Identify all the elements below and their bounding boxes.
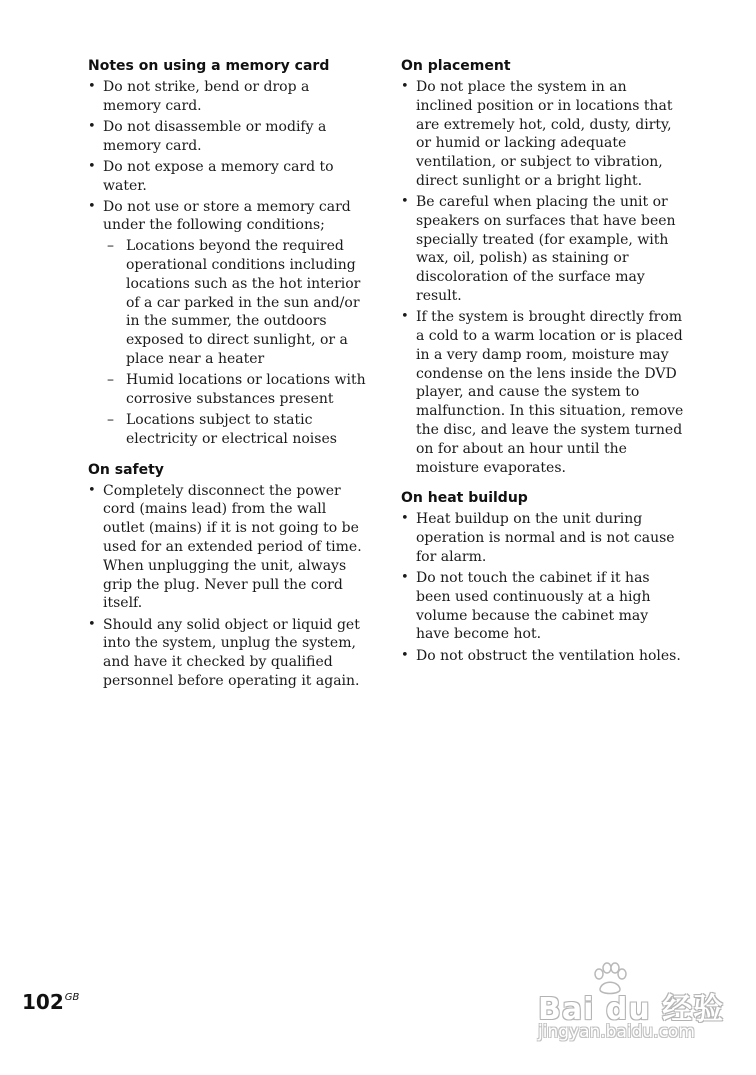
section-heading: Notes on using a memory card [88, 58, 330, 74]
bullet-icon: • [401, 79, 409, 94]
bullet-list [88, 78, 370, 449]
watermark-url: jingyan.baidu.com [538, 1022, 695, 1042]
section-heading: On placement [401, 58, 511, 74]
page-number [22, 990, 79, 1014]
list-item: • Be careful when placing the unit or speakers on surfaces that have been specially treated (for example, with wax, oil, polish) as staining or discoloration of the surface may result. [401, 194, 676, 305]
bullet-icon: • [88, 616, 96, 632]
bullet-icon: • [401, 194, 409, 210]
baidu-watermark [530, 962, 740, 1052]
sub-list-item: – Locations beyond the required operational conditions including locations such as the hot interior of a car parked in the sun and/or in the summer, the outdoors exposed to direct sunlight, or a place near a heater [107, 238, 361, 368]
watermark-brand: Bai du 经验 [538, 992, 725, 1027]
section-heading: On heat buildup [401, 490, 528, 507]
list-item: • Completely disconnect the power cord (mains lead) from the wall outlet (mains) if it is not going to be used for an extended period of time. When unplugging the unit, always grip the plug. Never pull the cord itself. [88, 482, 362, 612]
sub-list-item: – Humid locations or locations with corrosive substances present [107, 372, 366, 407]
sub-list-item: – Locations subject to static electricity or electrical noises [107, 412, 337, 447]
bullet-icon: • [401, 647, 409, 663]
right-column [401, 57, 684, 677]
list-item: • Should any solid object or liquid get into the system, unplug the system, and have it checked by qualified personnel before operating it again. [88, 616, 360, 689]
section-memory-card [88, 57, 370, 449]
list-item: • Do not disassemble or modify a memory card. [88, 118, 327, 154]
list-item: • Do not obstruct the ventilation holes. [401, 647, 681, 664]
section-heading: On safety [88, 461, 164, 478]
list-item: • Do not touch the cabinet if it has been used continuously at a high volume because the cabinet may have become hot. [401, 570, 651, 643]
list-item: • If the system is brought directly from a cold to a warm location or is placed in a very damp room, moisture may condense on the lens inside the DVD player, and cause the system to malfunction. In this situation, remove the disc, and leave the system turned on for about an hour until the moisture evaporates. [401, 309, 684, 476]
list-item: • Do not expose a memory card to water. [88, 158, 334, 194]
bullet-icon: • [88, 158, 96, 174]
bullet-icon: • [88, 118, 96, 134]
bullet-icon: • [88, 79, 96, 94]
dash-icon: – [107, 238, 114, 255]
dash-icon: – [107, 372, 114, 389]
bullet-icon: • [401, 570, 409, 586]
bullet-list [88, 482, 370, 691]
page-number-suffix: GB [64, 992, 80, 1003]
list-item: • Do not strike, bend or drop a memory card. [88, 79, 310, 114]
left-column [88, 57, 370, 703]
list-item: • Do not place the system in an inclined position or in locations that are extremely hot, cold, dusty, dirty, or humid or lacking adequate ventilation, or subject to vibration, direct sunlight or a bright light. [401, 79, 673, 189]
bullet-icon: • [88, 482, 96, 498]
bullet-list [401, 510, 684, 665]
section-safety [88, 461, 370, 691]
section-heat-buildup [401, 489, 684, 665]
bullet-icon: • [88, 198, 96, 214]
dash-list [103, 237, 370, 448]
bullet-icon: • [401, 511, 409, 527]
bullet-list [401, 78, 684, 477]
section-placement [401, 57, 684, 477]
list-item: • Heat buildup on the unit during operation is normal and is not cause for alarm. [401, 511, 675, 565]
dash-icon: – [107, 412, 114, 429]
bullet-icon: • [401, 309, 409, 325]
list-item: • Do not use or store a memory card under the following conditions; – Locations beyond the required operational conditions including locations such as the hot interior of a car parked in the sun and/or in the summer, the outdoors exposed to direct sunlight, or a place near a heater – Humid locations or locations with corrosive substances present – Locations subject to static electricity or electrical noises [88, 198, 370, 449]
page-number-value: 102 [22, 990, 64, 1014]
